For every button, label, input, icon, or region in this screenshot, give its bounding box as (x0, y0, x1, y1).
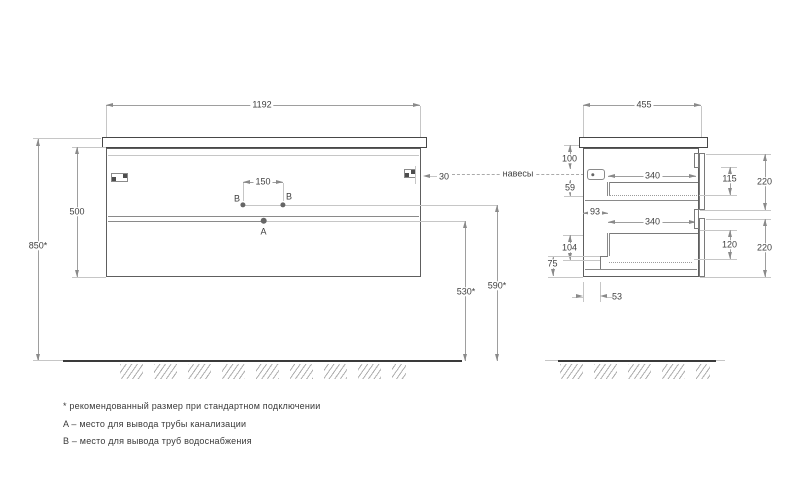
arrow-53-left (576, 294, 583, 298)
ext-line-104-top (563, 235, 583, 236)
point-a-label: A (260, 225, 267, 236)
front-countertop (102, 137, 427, 148)
drawer2-back-panel (607, 233, 610, 256)
drain-point (260, 217, 267, 224)
drawer-front-top-panel (699, 153, 705, 210)
dim-label-depth: 455 (636, 99, 652, 110)
side-countertop (579, 137, 708, 148)
wall-bracket-icon-left (111, 173, 128, 182)
drawer-front-bottom-panel (699, 218, 705, 277)
dim-label-total-height: 850* (28, 239, 48, 250)
drawer2-top-line (608, 233, 698, 234)
note-point-b: B – место для вывода труб водоснабжения (63, 435, 252, 446)
drawer1-top-line (608, 182, 698, 183)
floor-hatch-side (560, 364, 710, 380)
note-recommended-size: * рекомендованный размер при стандартном подключении (63, 401, 321, 411)
drawer-rail-middle (694, 209, 700, 229)
floor-line-front (63, 360, 462, 363)
ext-line-total-height-top (33, 138, 101, 139)
dim-label-hanger-gap: 59 (564, 182, 576, 193)
drawer1-rail-line (585, 200, 698, 201)
ext-line-53-left (583, 282, 584, 302)
wall-hanger-side-icon (587, 169, 606, 180)
drawer-rail-top (694, 153, 700, 168)
ext-line-220b-bottom (700, 277, 771, 278)
dim-label-tap-spacing: 150 (255, 176, 271, 187)
dim-label-plinth-height: 75 (547, 258, 558, 269)
ext-line-depth-left (583, 106, 584, 137)
ext-line-cabinet-height-bottom (72, 277, 106, 278)
floor-line-side (558, 360, 716, 363)
floor-line-side-thin-right (716, 360, 725, 361)
side-recess-vertical (600, 256, 601, 269)
drain-level-line (266, 221, 465, 222)
front-top-rail-line (108, 155, 419, 156)
dim-label-back-offset: 93 (589, 205, 601, 216)
note-point-a: A – место для вывода трубы канализации (63, 418, 247, 429)
drawer2-bottom-dotted (609, 262, 692, 263)
ext-line-75-bottom (548, 277, 583, 278)
dim-label-front-bottom-inner: 120 (721, 239, 738, 250)
dim-label-drain-height: 530* (456, 286, 476, 297)
drawer1-back-panel (607, 182, 610, 196)
dim-label-supply-height: 590* (487, 279, 507, 290)
drawer1-bottom-dotted (609, 195, 697, 196)
ext-line-220a-bottom (700, 210, 771, 211)
floor-line-side-thin-left (545, 360, 558, 361)
dim-label-recess-height: 104 (561, 242, 578, 253)
ext-line-220a-top (706, 154, 771, 155)
ext-line-115-bottom (699, 195, 737, 196)
ext-line-120-bottom (694, 259, 737, 260)
ext-line-53-right (600, 282, 601, 302)
ext-line-220b-top (706, 219, 771, 220)
dim-label-hanger-top: 100 (561, 152, 578, 163)
floor-hatch-front (120, 364, 406, 380)
ext-line-depth-right (701, 106, 702, 137)
ext-line-tap-left (243, 183, 244, 201)
arrow-53-right (600, 294, 607, 298)
dim-label-drawer-top-width: 340 (644, 169, 661, 180)
ext-line-75-top (548, 256, 600, 257)
point-b-right-label: B (285, 191, 293, 202)
dim-label-front-bottom-height: 220 (756, 241, 773, 252)
front-cabinet-body (106, 148, 421, 278)
point-b-left-label: B (233, 193, 241, 204)
dim-label-cabinet-height: 500 (69, 206, 85, 217)
dim-label-hanger-inset: 30 (438, 170, 450, 181)
ext-line-hanger-inset (415, 166, 416, 184)
side-recess-horizontal (600, 256, 608, 257)
arrow-hanger-inset (423, 174, 430, 178)
dim-label-front-top-inner: 115 (722, 172, 737, 183)
side-interior-bottom-line (585, 269, 697, 270)
ext-line-104-bottom (563, 260, 600, 261)
dim-label-recess-depth: 53 (611, 290, 623, 301)
dim-label-drawer-bottom-width: 340 (644, 216, 661, 227)
dim-label-front-top-height: 220 (756, 176, 773, 187)
ext-line-width-right (420, 106, 421, 137)
ext-line-59-bottom (564, 196, 583, 197)
hangers-label: навесы (502, 167, 534, 178)
dim-label-front-width: 1192 (252, 99, 272, 110)
ext-line-width-left (106, 106, 107, 137)
floor-line-front-thin (33, 360, 63, 361)
